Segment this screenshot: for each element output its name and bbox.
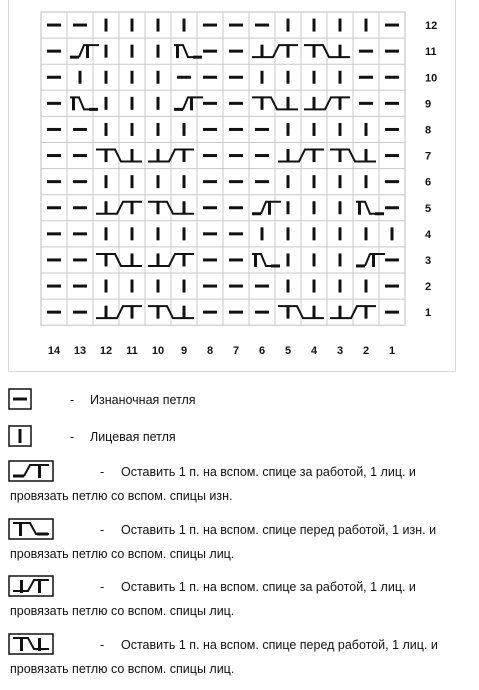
row-number: 3 <box>425 254 432 267</box>
chart-cell-p <box>203 180 217 183</box>
chart-cell-p <box>255 24 269 27</box>
chart-cell-k <box>105 123 108 136</box>
chart-cell-p <box>73 285 87 288</box>
chart-cell-k <box>313 175 316 188</box>
chart-cell-k <box>287 201 290 214</box>
chart-cell-k <box>313 227 316 240</box>
chart-cell-p <box>203 206 217 209</box>
cross-pk-back-icon <box>8 460 54 482</box>
chart-cell-p <box>73 232 87 235</box>
chart-cell-k <box>313 280 316 293</box>
chart-cell-k <box>157 175 160 188</box>
row-number: 10 <box>425 72 438 85</box>
chart-cell-p <box>255 154 269 157</box>
legend-description: Оставить 1 п. на вспом. спице за работой, 1 лиц. и <box>121 580 416 594</box>
cross-kk-front-icon <box>8 633 54 655</box>
chart-cell-k <box>339 175 342 188</box>
column-number: 7 <box>232 345 240 358</box>
chart-cell-k <box>313 253 316 266</box>
chart-cell-p <box>47 206 61 209</box>
legend-dash: - <box>100 580 105 594</box>
chart-cell-p <box>73 206 87 209</box>
chart-cell-k <box>339 253 342 266</box>
chart-cell-k <box>313 19 316 32</box>
chart-cell-k <box>391 227 394 240</box>
column-number: 14 <box>47 345 61 358</box>
chart-cell-k <box>131 227 134 240</box>
chart-cell-p <box>47 50 61 53</box>
chart-cell-p <box>229 102 243 105</box>
chart-cell-k <box>183 227 186 240</box>
chart-cell-k <box>287 253 290 266</box>
legend-item-knit <box>8 425 468 449</box>
chart-cell-p <box>73 154 87 157</box>
chart-cell-p <box>203 232 217 235</box>
chart-cell-p <box>229 154 243 157</box>
cross-kp-front-icon <box>8 518 54 540</box>
row-number: 5 <box>425 202 432 215</box>
chart-cell-p <box>385 128 399 131</box>
legend-dash: - <box>70 393 75 407</box>
chart-cell-p <box>47 285 61 288</box>
chart-cell-p <box>255 285 269 288</box>
legend-dash: - <box>100 523 105 537</box>
chart-cell-p <box>255 180 269 183</box>
chart-cell-p <box>47 154 61 157</box>
row-number: 11 <box>425 46 437 59</box>
chart-cell-p <box>255 128 269 131</box>
chart-cell-p <box>229 206 243 209</box>
chart-cell-p <box>177 76 191 79</box>
chart-cell-k <box>183 280 186 293</box>
chart-cell-k <box>365 280 368 293</box>
chart-cell-p <box>229 232 243 235</box>
column-number: 8 <box>206 345 214 358</box>
chart-cell-p <box>229 128 243 131</box>
column-number: 10 <box>151 345 165 358</box>
chart-cell-p <box>385 258 399 261</box>
column-number: 2 <box>362 345 370 358</box>
chart-cell-p <box>359 76 373 79</box>
chart-cell-k <box>287 123 290 136</box>
chart-cell-p <box>203 76 217 79</box>
chart-cell-k <box>105 175 108 188</box>
column-number: 4 <box>310 345 318 358</box>
chart-cell-p <box>47 232 61 235</box>
chart-cell-p <box>359 50 373 53</box>
chart-cell-p <box>203 24 217 27</box>
chart-cell-k <box>157 19 160 32</box>
chart-cell-k <box>339 71 342 84</box>
column-number: 9 <box>180 345 188 358</box>
chart-cell-k <box>131 280 134 293</box>
chart-cell-k <box>157 71 160 84</box>
row-number: 8 <box>425 124 432 137</box>
chart-cell-k <box>339 201 342 214</box>
chart-cell-p <box>47 180 61 183</box>
chart-cell-k <box>105 227 108 240</box>
chart-cell-k <box>131 123 134 136</box>
chart-cell-p <box>203 128 217 131</box>
column-number: 6 <box>258 345 266 358</box>
legend-item-cross-pk-back <box>8 460 468 510</box>
row-number: 1 <box>425 307 432 320</box>
chart-cell-k <box>131 45 134 58</box>
chart-cell-p <box>229 311 243 314</box>
chart-cell-k <box>313 123 316 136</box>
legend-description: Оставить 1 п. на вспом. спице перед работой, 1 лиц. и <box>121 638 438 652</box>
chart-cell-k <box>183 123 186 136</box>
chart-cell-k <box>365 123 368 136</box>
chart-cell-p <box>385 285 399 288</box>
chart-cell-k <box>261 227 264 240</box>
chart-cell-k <box>157 97 160 110</box>
legend-dash: - <box>70 430 75 444</box>
chart-cell-k <box>261 71 264 84</box>
chart-cell-p <box>385 154 399 157</box>
chart-cell-p <box>203 311 217 314</box>
column-number: 1 <box>388 345 396 358</box>
chart-cell-p <box>229 285 243 288</box>
legend-description-continued: провязать петлю со вспом. спицы лиц. <box>10 547 235 561</box>
row-number: 6 <box>425 176 432 189</box>
legend-item-cross-kk-front <box>8 633 468 683</box>
chart-cell-p <box>47 24 61 27</box>
chart-cell-p <box>73 258 87 261</box>
chart-cell-p <box>385 311 399 314</box>
chart-cell-k <box>365 175 368 188</box>
chart-cell-p <box>229 24 243 27</box>
chart-cell-p <box>47 102 61 105</box>
legend-description-continued: провязать петлю со вспом. спицы изн. <box>10 489 233 503</box>
chart-cell-k <box>105 19 108 32</box>
knit-icon <box>8 425 32 447</box>
chart-cell-k <box>287 71 290 84</box>
chart-cell-k <box>157 45 160 58</box>
column-number: 12 <box>99 345 113 358</box>
chart-cell-p <box>385 76 399 79</box>
chart-cell-k <box>79 71 82 84</box>
chart-cell-p <box>359 102 373 105</box>
chart-cell-k <box>157 227 160 240</box>
column-number: 3 <box>336 345 344 358</box>
legend-item-cross-kk-back <box>8 575 468 625</box>
chart-cell-p <box>229 258 243 261</box>
chart-cell-k <box>287 280 290 293</box>
chart-cell-k <box>365 19 368 32</box>
column-number: 11 <box>126 345 138 358</box>
chart-cell-k <box>157 280 160 293</box>
legend-description: Изнаночная петля <box>90 393 196 407</box>
cross-kk-back-icon <box>8 575 54 597</box>
chart-cell-k <box>157 123 160 136</box>
chart-cell-p <box>203 285 217 288</box>
chart-cell-k <box>105 71 108 84</box>
chart-cell-p <box>203 154 217 157</box>
chart-cell-k <box>105 45 108 58</box>
chart-cell-p <box>203 258 217 261</box>
row-number: 7 <box>425 150 432 163</box>
chart-cell-p <box>47 76 61 79</box>
chart-cell-k <box>131 71 134 84</box>
legend-description: Оставить 1 п. на вспом. спице перед работой, 1 изн. и <box>121 523 437 537</box>
row-number: 12 <box>425 20 438 33</box>
column-number: 5 <box>284 345 292 358</box>
chart-cell-k <box>339 19 342 32</box>
legend-dash: - <box>100 465 105 479</box>
chart-cell-k <box>131 19 134 32</box>
chart-cell-p <box>385 102 399 105</box>
chart-cell-k <box>287 227 290 240</box>
chart-cell-p <box>47 128 61 131</box>
chart-cell-k <box>183 175 186 188</box>
chart-cell-p <box>73 311 87 314</box>
chart-cell-p <box>203 102 217 105</box>
chart-cell-p <box>203 50 217 53</box>
chart-cell-k <box>313 201 316 214</box>
chart-cell-k <box>131 175 134 188</box>
chart-cell-k <box>287 175 290 188</box>
legend-item-cross-kp-front <box>8 518 468 568</box>
legend-item-purl <box>8 388 468 412</box>
chart-cell-p <box>385 180 399 183</box>
chart-cell-k <box>365 227 368 240</box>
chart-cell-p <box>47 258 61 261</box>
chart-cell-k <box>287 19 290 32</box>
chart-cell-p <box>229 180 243 183</box>
chart-cell-k <box>105 97 108 110</box>
chart-cell-k <box>339 227 342 240</box>
legend-description: Оставить 1 п. на вспом. спице за работой, 1 лиц. и <box>121 465 416 479</box>
chart-cell-p <box>255 311 269 314</box>
chart-cell-k <box>313 71 316 84</box>
chart-cell-p <box>385 206 399 209</box>
column-number: 13 <box>73 345 87 358</box>
legend-description-continued: провязать петлю со вспом. спицы лиц. <box>10 662 235 676</box>
chart-cell-p <box>73 180 87 183</box>
chart-cell-p <box>47 311 61 314</box>
purl-icon <box>8 388 32 410</box>
chart-cell-p <box>73 24 87 27</box>
legend-description: Лицевая петля <box>90 430 176 444</box>
legend-dash: - <box>100 638 105 652</box>
chart-cell-k <box>131 97 134 110</box>
row-number: 9 <box>425 98 432 111</box>
row-number: 2 <box>425 281 432 294</box>
chart-cell-p <box>229 50 243 53</box>
chart-cell-p <box>385 24 399 27</box>
chart-cell-k <box>339 280 342 293</box>
chart-cell-k <box>339 123 342 136</box>
row-number: 4 <box>425 228 432 241</box>
chart-cell-p <box>385 50 399 53</box>
chart-cell-k <box>105 280 108 293</box>
chart-cell-k <box>183 19 186 32</box>
legend-description-continued: провязать петлю со вспом. спицы лиц. <box>10 604 235 618</box>
chart-cell-p <box>73 128 87 131</box>
chart-cell-p <box>229 76 243 79</box>
